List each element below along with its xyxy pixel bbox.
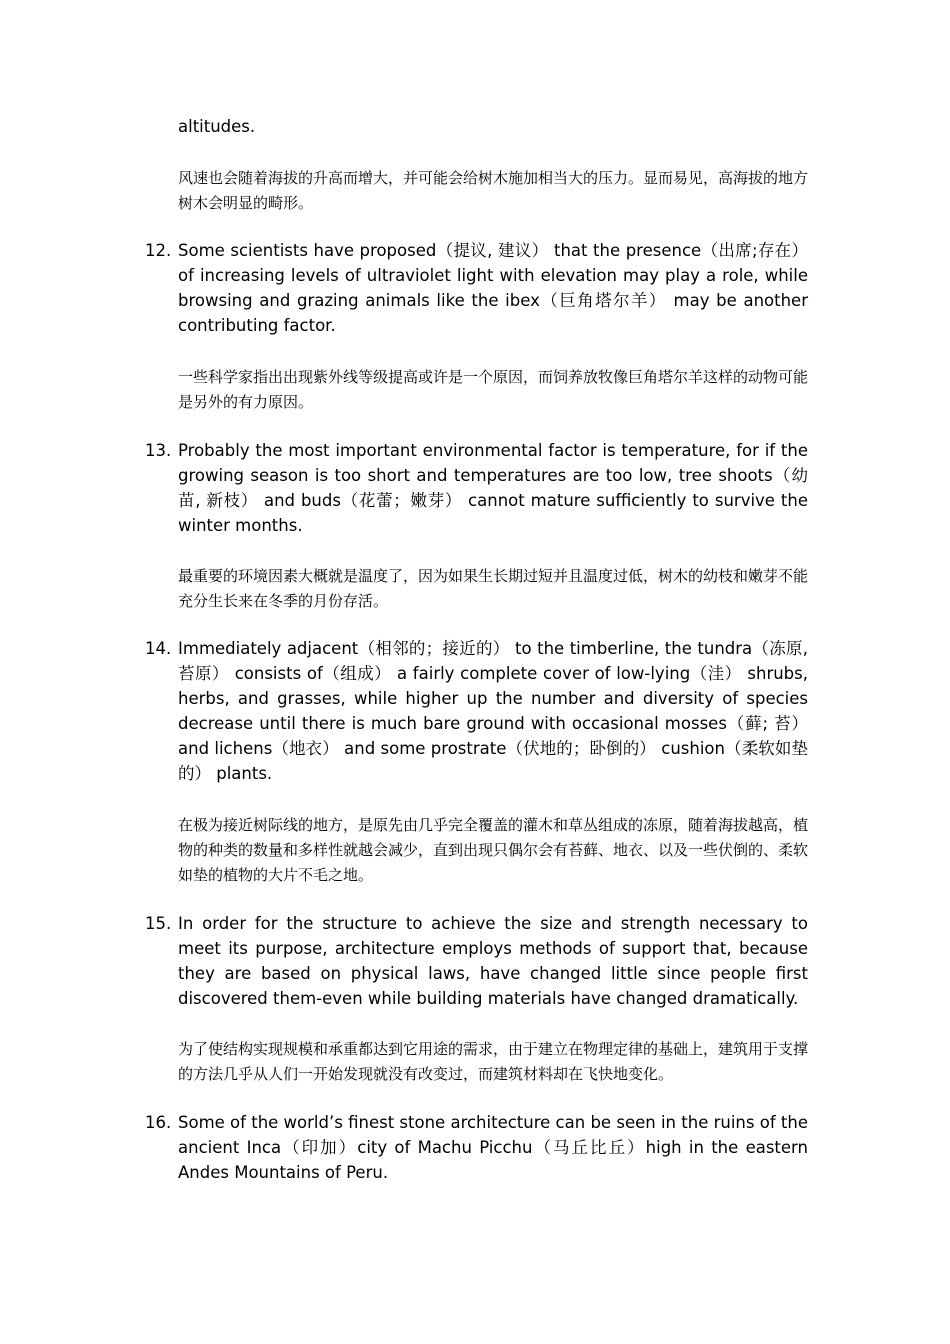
item-16-english: Some of the world’s finest stone architecture can be seen in the ruins of the ancient Inca（印加）city of Machu Picchu（马丘比丘）high in the eastern Andes Mountains of Peru. [178, 1113, 808, 1182]
item-14-english: Immediately adjacent（相邻的；接近的） to the timberline, the tundra（冻原, 苔原） consists of（组成） a fairly complete cover of low-lying（洼） shrubs, herbs, and grasses, while higher up the number and diversity of species decrease until there is much bare ground with occasional mosses（藓; 苔） and lichens（地衣） and some prostrate（伏地的；卧倒的） cushion（柔软如垫的） plants. [178, 639, 808, 783]
item-14-number: 14. [145, 639, 172, 658]
item-14-chinese: 在极为接近树际线的地方，是原先由几乎完全覆盖的灌木和草丛组成的冻原，随着海拔越高，植物的种类的数量和多样性就越会减少，直到出现只偶尔会有苔藓、地衣、以及一些伏倒的、柔软如垫的植物的大片不毛之地。 [178, 816, 809, 884]
item-12-english: Some scientists have proposed（提议, 建议） that the presence（出席;存在） of increasing levels of ultraviolet light with elevation may play a role, while browsing and grazing animals like the ibex（巨角塔尔羊） may be another contributing factor. [178, 241, 808, 335]
item-0-english: altitudes. [178, 117, 256, 136]
item-12-chinese: 一些科学家指出出现紫外线等级提高或许是一个原因，而饲养放牧像巨角塔尔羊这样的动物可能是另外的有力原因。 [178, 368, 809, 411]
item-13-english: Probably the most important environmental factor is temperature, for if the growing season is too short and temperatures are too low, tree shoots（幼苗, 新枝） and buds（花蕾；嫩芽） cannot mature sufficiently to survive the winter months. [178, 441, 808, 535]
item-15-number: 15. [145, 914, 172, 933]
item-16-number: 16. [145, 1113, 172, 1132]
item-15-english: In order for the structure to achieve the size and strength necessary to meet its purpose, architecture employs methods of support that, because they are based on physical laws, have changed little since people first discovered them-even while building materials have changed dramatically. [178, 914, 808, 1008]
item-13-number: 13. [145, 441, 172, 460]
item-13-chinese: 最重要的环境因素大概就是温度了，因为如果生长期过短并且温度过低，树木的幼枝和嫩芽不能充分生长来在冬季的月份存活。 [178, 567, 809, 610]
item-15-chinese: 为了使结构实现规模和承重都达到它用途的需求，由于建立在物理定律的基础上，建筑用于支撑的方法几乎从人们一开始发现就没有改变过，而建筑材料却在飞快地变化。 [178, 1040, 809, 1083]
item-0-chinese: 风速也会随着海拔的升高而增大，并可能会给树木施加相当大的压力。显而易见，高海拔的地方树木会明显的畸形。 [178, 169, 809, 212]
item-12-number: 12. [145, 241, 172, 260]
